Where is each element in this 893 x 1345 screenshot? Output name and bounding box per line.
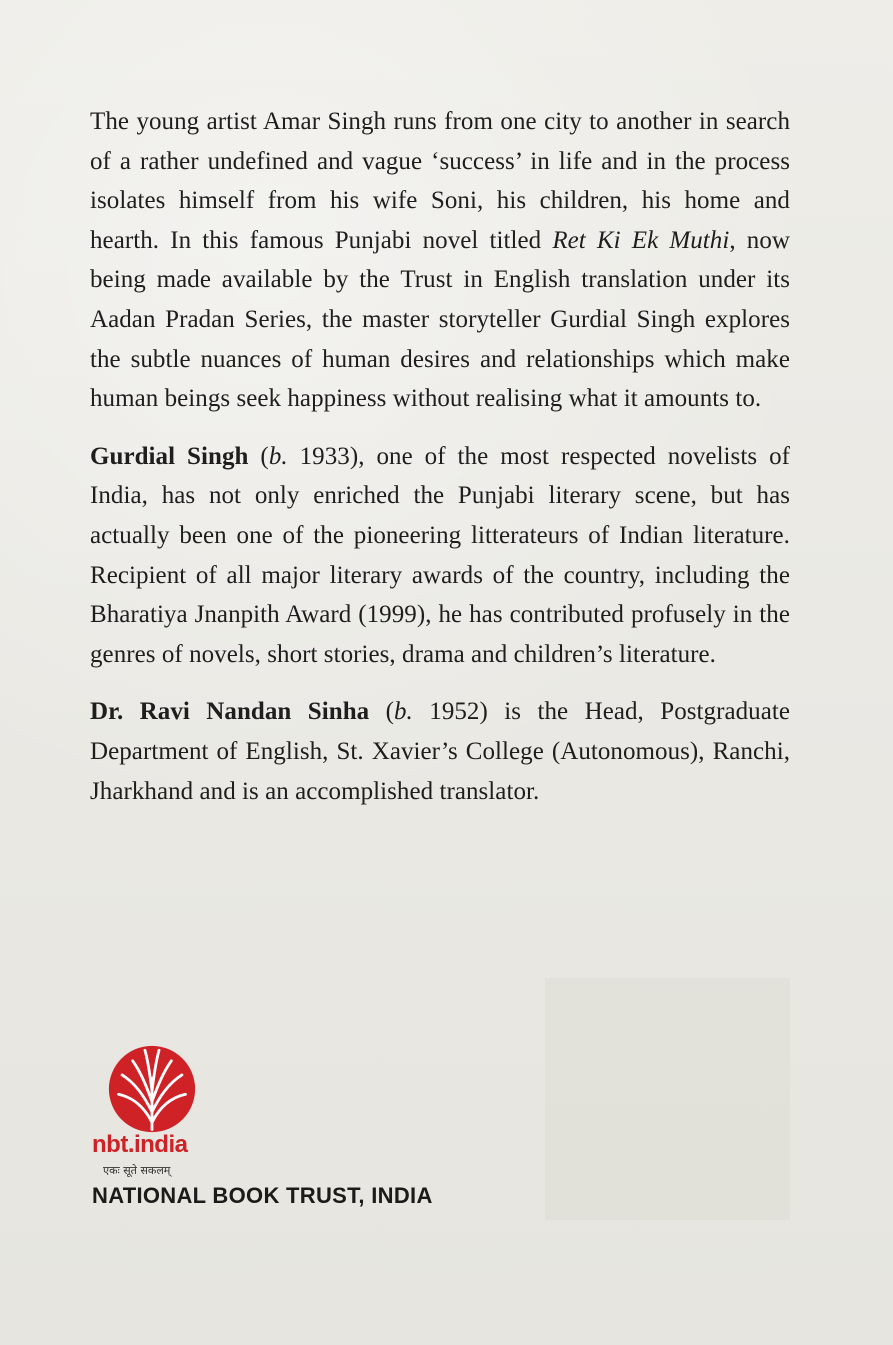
translator-born-abbr: b. <box>394 698 413 726</box>
synopsis-paragraph <box>90 102 790 419</box>
translator-bio-paren: ( <box>369 698 394 726</box>
barcode-sticker-area <box>545 978 790 1220</box>
author-born-abbr: b. <box>268 442 288 470</box>
translator-bio-text: 1952) is the Head, Postgraduate Department of English, St. Xavier’s College (Autonomous), Ranchi, Jharkhand and is an accomplished translator. <box>90 698 790 805</box>
publisher-name: NATIONAL BOOK TRUST, INDIA <box>92 1183 433 1208</box>
translator-bio-paragraph <box>90 692 790 811</box>
author-bio-paragraph <box>90 437 790 675</box>
nbt-tree-logo-icon <box>108 1045 196 1133</box>
brand-tagline: एकः सूते सकलम् <box>103 1164 171 1177</box>
author-bio-text: 1933), one of the most respected novelists of India, has not only enriched the Punjabi literary scene, but has actually been one of the pioneering litterateurs of Indian literature. Recipient of all major literary awards of the country, including the Bharatiya Jnanpith Award (1999), he has contributed profusely in the genres of novels, short stories, drama and children’s literature. <box>90 442 790 668</box>
author-bio-paren: ( <box>248 442 269 470</box>
author-name: Gurdial Singh <box>90 442 249 470</box>
synopsis-text-start: The young artist Amar Singh runs from one city to another in search of a rather undefined and vague ‘success’ in life and in the process isolates himself from his wife Soni, his children, his home and hearth. In this famous Punjabi novel titled <box>90 108 790 254</box>
translator-name: Dr. Ravi Nandan Sinha <box>90 698 370 726</box>
novel-original-title: Ret Ki Ek Muthi <box>552 226 730 254</box>
publisher-logo <box>92 1045 242 1175</box>
brand-name: nbt.india <box>92 1131 188 1158</box>
synopsis-text-end: , now being made available by the Trust in English translation under its Aadan Pradan Series, the master storyteller Gurdial Singh explores the subtle nuances of human desires and relationships which make human beings seek happiness without realising what it amounts to. <box>90 226 790 413</box>
blurb-text-block <box>90 102 790 811</box>
